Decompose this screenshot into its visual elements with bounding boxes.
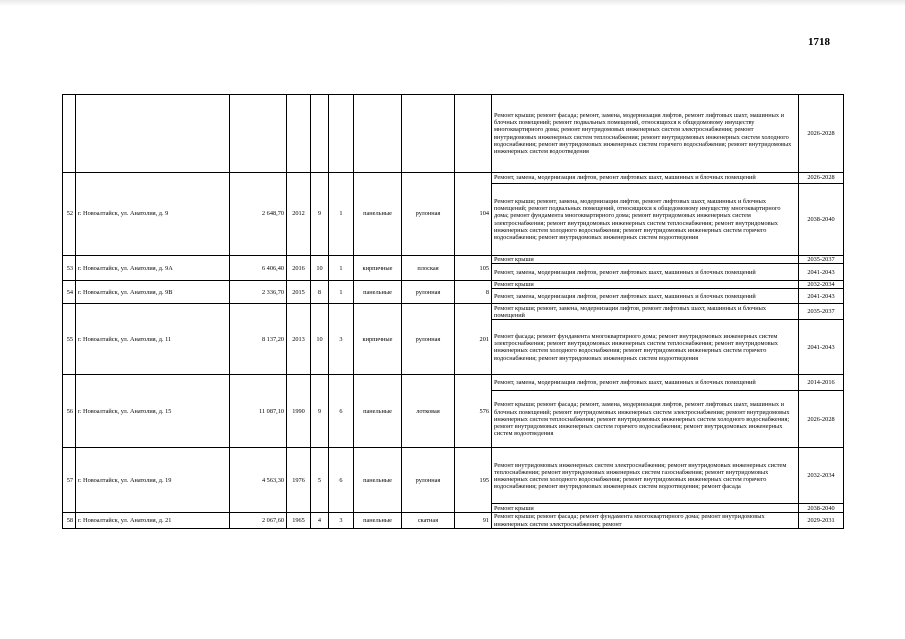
roof-type: рулонная	[402, 304, 455, 375]
work-description: Ремонт крыши; ремонт фасада; ремонт фундамента многоквартирного дома; ремонт внутридомовых инженерных систем электроснабжения; ремонт	[492, 513, 799, 528]
floor-count: 10	[311, 304, 329, 375]
wall-material: панельные	[354, 173, 402, 256]
work-description: Ремонт крыши; ремонт фасада; ремонт, замена, модернизация лифтов, ремонт лифтовых шахт, машинных и блочных помещений; ремонт внутридомовых инженерных систем электроснабжения; ремонт внутридомовых инженерных систем теплоснабжения; ремонт внутридомовых инженерных систем холодного водоснабжения; ремонт внутридомовых инженерных систем горячего водоснабжения; ремонт внутридомовых инженерных систем водоотведения	[492, 391, 799, 448]
total-area: 2 648,70	[230, 173, 287, 256]
work-period: 2032-2034	[799, 448, 844, 504]
empty-cell	[354, 95, 402, 173]
build-year: 2013	[287, 304, 311, 375]
wall-material: кирпичные	[354, 304, 402, 375]
build-year: 1990	[287, 375, 311, 448]
build-year: 2015	[287, 281, 311, 304]
wall-material: панельные	[354, 375, 402, 448]
work-description: Ремонт крыши; ремонт, замена, модернизация лифтов, ремонт лифтовых шахт, машинных и блочных помещений; ремонт подвальных помещений, относящихся к общедомовому имуществу многоквартирного дома; ремонт фундамента многоквартирного дома; ремонт внутридомовых инженерных систем электроснабжения; ремонт внутридомовых инженерных систем теплоснабжения; ремонт внутридомовых инженерных систем холодного водоснабжения; ремонт внутридомовых инженерных систем горячего водоснабжения; ремонт внутридомовых инженерных систем водоотведения	[492, 184, 799, 256]
total-area: 4 563,30	[230, 448, 287, 513]
build-year: 2016	[287, 256, 311, 281]
resident-count: 8	[455, 281, 492, 304]
table-row	[63, 448, 844, 504]
entrance-count: 3	[329, 304, 354, 375]
wall-material: панельные	[354, 513, 402, 528]
table-row	[63, 304, 844, 320]
house-address: г. Новоалтайск, ул. Анатолия, д. 9А	[76, 256, 230, 281]
work-description: Ремонт крыши	[492, 504, 799, 513]
total-area: 2 067,60	[230, 513, 287, 528]
entrance-count: 3	[329, 513, 354, 528]
house-address: г. Новоалтайск, ул. Анатолия, д. 9В	[76, 281, 230, 304]
row-number: 55	[63, 304, 76, 375]
table-row	[63, 281, 844, 289]
wall-material: кирпичные	[354, 256, 402, 281]
work-period: 2041-2043	[799, 289, 844, 304]
floor-count: 4	[311, 513, 329, 528]
scan-edge	[0, 0, 905, 6]
roof-type: рулонная	[402, 448, 455, 513]
house-address: г. Новоалтайск, ул. Анатолия, д. 11	[76, 304, 230, 375]
work-description: Ремонт крыши	[492, 281, 799, 289]
entrance-count: 6	[329, 448, 354, 513]
work-period: 2038-2040	[799, 504, 844, 513]
work-period: 2026-2028	[799, 173, 844, 184]
table-row	[63, 256, 844, 264]
work-period: 2041-2043	[799, 264, 844, 281]
work-description: Ремонт, замена, модернизация лифтов, ремонт лифтовых шахт, машинных и блочных помещений	[492, 264, 799, 281]
empty-cell	[76, 95, 230, 173]
work-period: 2026-2028	[799, 95, 844, 173]
work-description: Ремонт крыши; ремонт, замена, модернизация лифтов, ремонт лифтовых шахт, машинных и блочных помещений	[492, 304, 799, 320]
roof-type: рулонная	[402, 281, 455, 304]
roof-type: плоская	[402, 256, 455, 281]
work-period: 2026-2028	[799, 391, 844, 448]
roof-type: рулонная	[402, 173, 455, 256]
work-period: 2041-2043	[799, 320, 844, 375]
total-area: 11 087,10	[230, 375, 287, 448]
wall-material: панельные	[354, 448, 402, 513]
floor-count: 5	[311, 448, 329, 513]
work-period: 2029-2031	[799, 513, 844, 528]
row-number: 54	[63, 281, 76, 304]
empty-cell	[311, 95, 329, 173]
empty-cell	[63, 95, 76, 173]
resident-count: 195	[455, 448, 492, 513]
table-row	[63, 375, 844, 391]
house-address: г. Новоалтайск, ул. Анатолия, д. 9	[76, 173, 230, 256]
housing-register-table	[62, 94, 844, 529]
work-description: Ремонт фасада; ремонт фундамента многоквартирного дома; ремонт внутридомовых инженерных систем электроснабжения; ремонт внутридомовых инженерных систем теплоснабжения; ремонт внутридомовых инженерных систем холодного водоснабжения; ремонт внутридомовых инженерных систем горячего водоснабжения; ремонт внутридомовых инженерных систем водоотведения	[492, 320, 799, 375]
table-row	[63, 513, 844, 528]
build-year: 2012	[287, 173, 311, 256]
house-address: г. Новоалтайск, ул. Анатолия, д. 21	[76, 513, 230, 528]
work-description: Ремонт, замена, модернизация лифтов, ремонт лифтовых шахт, машинных и блочных помещений	[492, 173, 799, 184]
entrance-count: 6	[329, 375, 354, 448]
floor-count: 8	[311, 281, 329, 304]
work-description: Ремонт крыши	[492, 256, 799, 264]
row-number: 53	[63, 256, 76, 281]
entrance-count: 1	[329, 256, 354, 281]
house-address: г. Новоалтайск, ул. Анатолия, д. 15	[76, 375, 230, 448]
page-number: 1718	[808, 36, 830, 48]
entrance-count: 1	[329, 173, 354, 256]
work-period: 2038-2040	[799, 184, 844, 256]
total-area: 6 406,40	[230, 256, 287, 281]
work-period: 2035-2037	[799, 256, 844, 264]
house-address: г. Новоалтайск, ул. Анатолия, д. 19	[76, 448, 230, 513]
work-period: 2014-2016	[799, 375, 844, 391]
build-year: 1976	[287, 448, 311, 513]
total-area: 8 137,20	[230, 304, 287, 375]
total-area: 2 336,70	[230, 281, 287, 304]
table-row	[63, 95, 844, 173]
floor-count: 9	[311, 375, 329, 448]
resident-count: 576	[455, 375, 492, 448]
work-description: Ремонт внутридомовых инженерных систем электроснабжения; ремонт внутридомовых инженерных систем теплоснабжения; ремонт внутридомовых инженерных систем газоснабжения; ремонт внутридомовых инженерных систем холодного водоснабжения; ремонт внутридомовых инженерных систем горячего водоснабжения; ремонт внутридомовых инженерных систем водоотведения; ремонт фасада	[492, 448, 799, 504]
build-year: 1965	[287, 513, 311, 528]
work-description: Ремонт крыши; ремонт фасада; ремонт, замена, модернизация лифтов, ремонт лифтовых шахт, машинных и блочных помещений; ремонт подвальных помещений, относящихся к общедомовому имуществу многоквартирного дома; ремонт внутридомовых инженерных систем электроснабжения; ремонт внутридомовых инженерных систем теплоснабжения; ремонт внутридомовых инженерных систем холодного водоснабжения; ремонт внутридомовых инженерных систем горячего водоснабжения; ремонт внутридомовых инженерных систем водоотведения	[492, 95, 799, 173]
empty-cell	[287, 95, 311, 173]
empty-cell	[329, 95, 354, 173]
work-description: Ремонт, замена, модернизация лифтов, ремонт лифтовых шахт, машинных и блочных помещений	[492, 289, 799, 304]
empty-cell	[455, 95, 492, 173]
resident-count: 201	[455, 304, 492, 375]
work-period: 2032-2034	[799, 281, 844, 289]
row-number: 57	[63, 448, 76, 513]
roof-type: скатная	[402, 513, 455, 528]
resident-count: 104	[455, 173, 492, 256]
roof-type: лотковая	[402, 375, 455, 448]
resident-count: 105	[455, 256, 492, 281]
row-number: 58	[63, 513, 76, 528]
entrance-count: 1	[329, 281, 354, 304]
table-row	[63, 173, 844, 184]
empty-cell	[230, 95, 287, 173]
floor-count: 10	[311, 256, 329, 281]
floor-count: 9	[311, 173, 329, 256]
row-number: 52	[63, 173, 76, 256]
empty-cell	[402, 95, 455, 173]
register-sheet	[62, 94, 843, 568]
row-number: 56	[63, 375, 76, 448]
wall-material: панельные	[354, 281, 402, 304]
work-description: Ремонт, замена, модернизация лифтов, ремонт лифтовых шахт, машинных и блочных помещений	[492, 375, 799, 391]
resident-count: 91	[455, 513, 492, 528]
work-period: 2035-2037	[799, 304, 844, 320]
